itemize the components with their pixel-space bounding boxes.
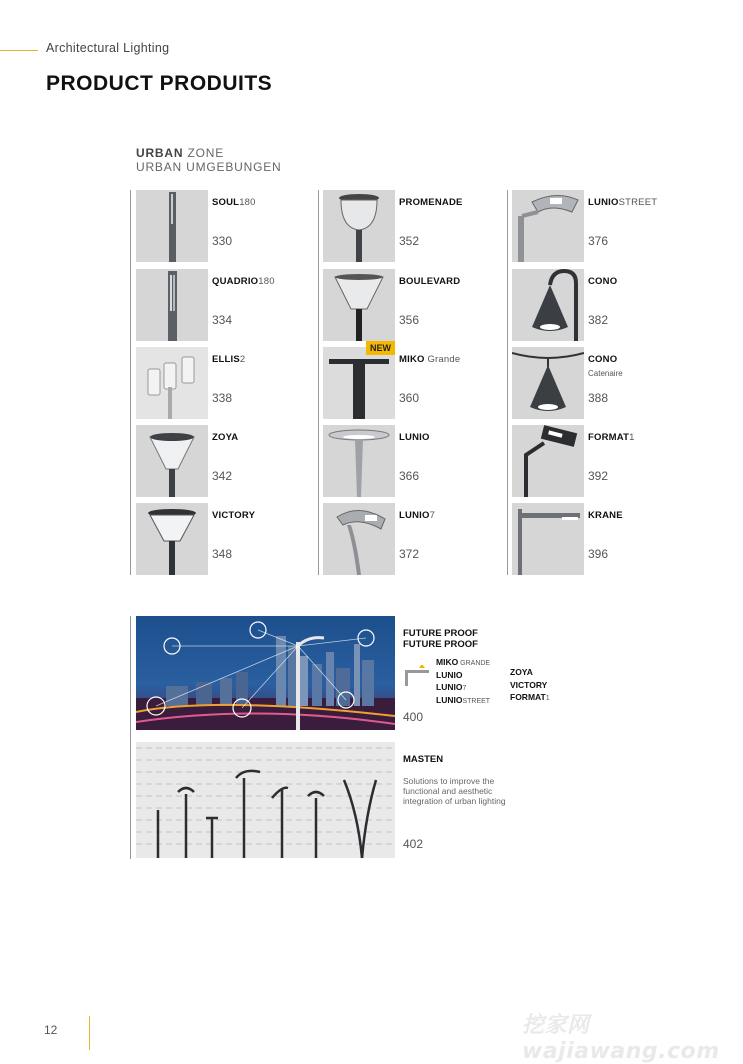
product-image — [136, 503, 208, 575]
new-badge: NEW — [366, 341, 395, 355]
product-name: LUNIOSTREET — [588, 197, 658, 208]
product-image — [512, 503, 584, 575]
product-image — [323, 190, 395, 262]
column-divider — [318, 190, 319, 575]
product-image — [323, 425, 395, 497]
product-page: 366 — [399, 469, 420, 483]
column-divider — [130, 616, 131, 859]
product-name: ELLIS2 — [212, 354, 246, 365]
ai-product-list-right: ZOYA VICTORY FORMAT1 — [510, 667, 550, 702]
product-page: 388 — [588, 391, 609, 405]
product-page: 338 — [212, 391, 233, 405]
lamp-icon — [403, 662, 431, 686]
product-page: 376 — [588, 234, 609, 248]
product-image — [512, 190, 584, 262]
product-page: 372 — [399, 547, 420, 561]
product-name: SOUL180 — [212, 197, 256, 208]
product-image — [136, 190, 208, 262]
ai-product-list-left: MIKO GRANDE LUNIO LUNIO7 LUNIOSTREET — [436, 657, 491, 705]
product-image — [136, 269, 208, 341]
product-name: BOULEVARD — [399, 276, 461, 287]
page-number: 12 — [44, 1023, 58, 1037]
ai-section-page: 400 — [403, 710, 424, 724]
product-name: LUNIO7 — [399, 510, 436, 521]
masts-section-title: MASTEN — [403, 754, 444, 765]
product-page: 330 — [212, 234, 233, 248]
product-name: LUNIO — [399, 432, 430, 443]
watermark: 挖家网 wajiawang.com — [522, 1013, 720, 1064]
product-image — [512, 269, 584, 341]
product-image — [323, 347, 395, 419]
product-card[interactable] — [512, 503, 687, 575]
product-card[interactable] — [512, 269, 687, 341]
product-card[interactable] — [323, 425, 498, 497]
product-image — [323, 503, 395, 575]
product-name: FORMAT1 — [588, 432, 635, 443]
product-card[interactable] — [512, 190, 687, 262]
product-name: ZOYA — [212, 432, 239, 443]
product-page: 392 — [588, 469, 609, 483]
page-title: PRODUCT PRODUITS — [46, 72, 273, 95]
smart-city-image — [136, 616, 395, 730]
product-name: CONO — [588, 354, 618, 365]
product-card[interactable] — [512, 425, 687, 497]
product-card[interactable] — [323, 343, 498, 419]
product-card[interactable] — [136, 425, 311, 497]
product-card[interactable] — [136, 347, 311, 419]
product-name: MIKO Grande — [399, 354, 461, 365]
header-accent-line — [0, 50, 38, 51]
product-page: 352 — [399, 234, 420, 248]
product-page: 396 — [588, 547, 609, 561]
product-subtitle: Catenaire — [588, 369, 623, 378]
footer-accent-line — [89, 1016, 90, 1050]
section-tag-line2: URBAN UMGEBUNGEN — [136, 160, 282, 174]
product-name: QUADRIO180 — [212, 276, 275, 287]
product-image — [136, 425, 208, 497]
column-divider — [507, 190, 508, 575]
product-image — [512, 347, 584, 419]
product-card[interactable] — [323, 269, 498, 341]
product-name: VICTORY — [212, 510, 256, 521]
product-name: KRANE — [588, 510, 623, 521]
masts-image — [136, 742, 395, 858]
product-image — [512, 425, 584, 497]
product-page: 342 — [212, 469, 233, 483]
product-card[interactable] — [136, 269, 311, 341]
column-divider — [130, 190, 131, 575]
product-page: 348 — [212, 547, 233, 561]
product-page: 356 — [399, 313, 420, 327]
product-card[interactable] — [512, 347, 687, 419]
ai-section-title: FUTURE PROOF FUTURE PROOF — [403, 628, 478, 650]
masts-section-description: Solutions to improve the functional and aesthetic integration of urban lighting — [403, 776, 506, 806]
masts-section-page: 402 — [403, 837, 424, 851]
product-name: PROMENADE — [399, 197, 463, 208]
product-page: 334 — [212, 313, 233, 327]
product-page: 360 — [399, 391, 420, 405]
section-header: Architectural Lighting — [46, 41, 170, 55]
product-card[interactable] — [323, 503, 498, 575]
product-card[interactable] — [323, 190, 498, 262]
product-card[interactable] — [136, 503, 311, 575]
product-name: CONO — [588, 276, 618, 287]
product-image — [323, 269, 395, 341]
product-card[interactable] — [136, 190, 311, 262]
section-tag-line1: URBAN ZONE — [136, 146, 225, 160]
product-page: 382 — [588, 313, 609, 327]
product-image — [136, 347, 208, 419]
